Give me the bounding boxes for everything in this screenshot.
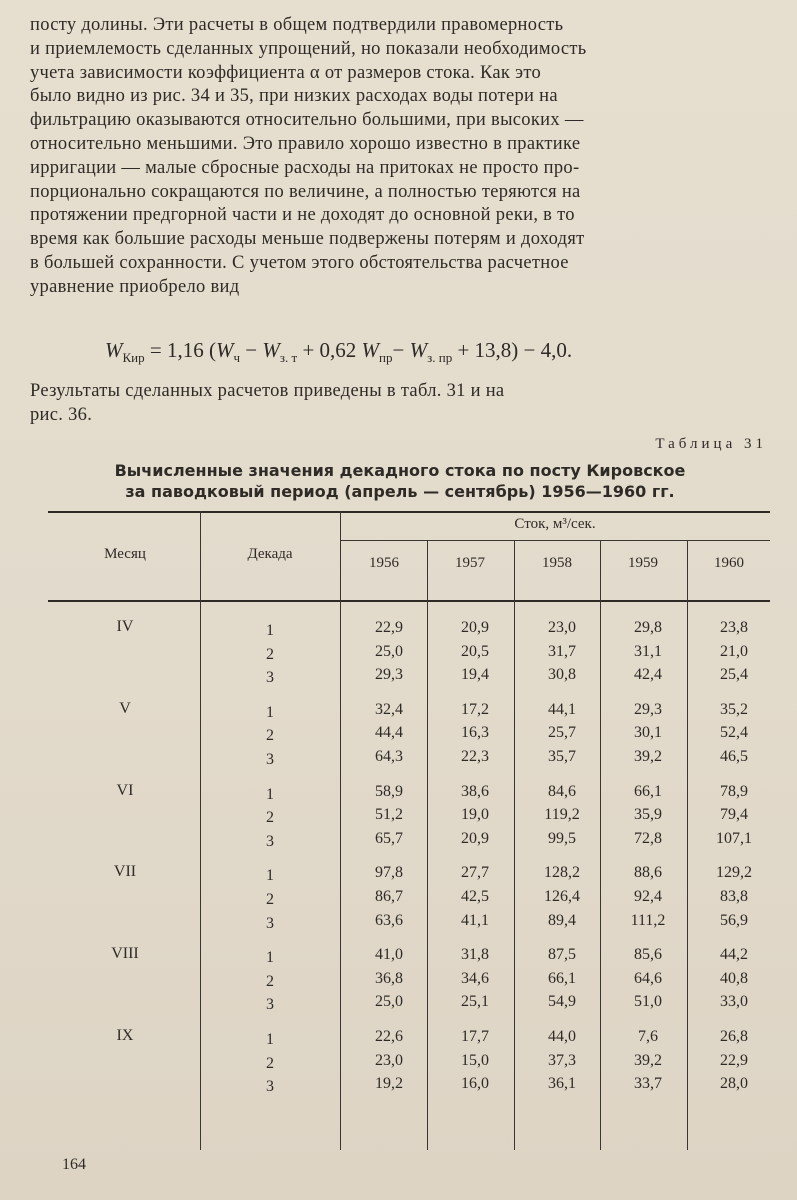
table-cell-value: 51,2 (375, 806, 403, 824)
text-line: посту долины. Эти расчеты в общем подтвердили правомерность (30, 15, 564, 35)
table-cell-value: 39,2 (634, 1051, 662, 1069)
table-cell-value: 29,3 (375, 666, 403, 684)
table-cell-value: 20,9 (461, 619, 489, 636)
table-cell-value: 38,6 (461, 782, 489, 800)
text-line: относительно меньшими. Это правило хорошо известно в практике (30, 133, 581, 154)
table-cell-value: 36,1 (548, 1075, 576, 1093)
month-label: IV (116, 618, 134, 635)
table-cell-value: 65,7 (375, 829, 403, 847)
table-cell-value: 79,4 (720, 806, 748, 824)
table-cell-value: 40,8 (720, 969, 748, 987)
table-cell-value: 22,9 (375, 619, 403, 636)
table-cell-value: 97,8 (375, 864, 403, 882)
decade-label: 3 (266, 1078, 274, 1096)
month-label: VII (113, 863, 137, 881)
table-cell-value: 88,6 (634, 864, 662, 882)
table-cell-value: 87,5 (548, 946, 576, 964)
table-column-divider (687, 540, 688, 1150)
table-cell-value: 22,3 (461, 748, 489, 765)
table-cell-value: 126,4 (544, 888, 580, 905)
table-cell-value: 54,9 (548, 993, 576, 1011)
text-line: было видно из рис. 34 и 35, при низких расходах воды потери на (30, 86, 558, 107)
decade-label: 1 (266, 785, 274, 803)
decade-label: 1 (266, 949, 274, 967)
table-cell-value: 27,7 (461, 864, 489, 882)
column-header-year: 1956 (369, 555, 399, 571)
table-cell-value: 33,7 (634, 1075, 662, 1093)
table-cell-value: 58,9 (375, 782, 403, 800)
table-cell-value: 46,5 (720, 748, 748, 765)
table-cell-value: 25,4 (720, 666, 748, 684)
column-header-flow: Сток, м³/сек. (514, 516, 596, 532)
text-line: протяжении предгорной части и не доходят до основной реки, в то (30, 205, 575, 226)
table-cell-value: 119,2 (544, 806, 580, 824)
table-cell-value: 25,0 (375, 642, 403, 660)
table-cell-value: 37,3 (548, 1051, 576, 1069)
table-cell-value: 20,9 (461, 829, 489, 847)
body-paragraph-1 (30, 14, 770, 300)
table-cell-value: 7,6 (638, 1028, 658, 1045)
table-cell-value: 35,2 (720, 700, 748, 718)
decade-label: 2 (266, 972, 274, 990)
page-number: 164 (62, 1156, 86, 1173)
table-cell-value: 44,4 (375, 724, 403, 742)
table-title-line: за паводковый период (апрель — сентябрь) 1956—1960 гг. (125, 482, 675, 501)
table-cell-value: 66,1 (634, 782, 662, 800)
table-cell-value: 26,8 (720, 1028, 748, 1045)
decade-label: 3 (266, 669, 274, 687)
decade-label: 2 (266, 1054, 274, 1072)
column-header-month: Месяц (104, 546, 146, 562)
table-cell-value: 63,6 (375, 911, 403, 929)
table-cell-value: 92,4 (634, 888, 662, 905)
table-column-divider (200, 511, 201, 1150)
header-subrule (340, 540, 770, 541)
table-cell-value: 52,4 (720, 724, 748, 742)
table-cell-value: 15,0 (461, 1051, 489, 1069)
table-cell-value: 23,0 (548, 619, 576, 636)
table-column-divider (340, 511, 341, 1150)
text-line: и приемлемость сделанных упрощений, но показали необходимость (30, 38, 587, 59)
text-line: учета зависимости коэффициента α от размеров стока. Как это (30, 62, 542, 83)
month-label: VI (116, 781, 134, 799)
decade-label: 2 (266, 645, 274, 663)
table-cell-value: 78,9 (720, 782, 748, 800)
table-cell-value: 19,2 (375, 1075, 403, 1093)
table-cell-value: 23,0 (375, 1051, 403, 1069)
table-cell-value: 31,7 (548, 642, 576, 660)
table-cell-value: 25,1 (461, 993, 489, 1011)
table-cell-value: 19,4 (461, 666, 489, 684)
table-cell-value: 17,2 (461, 700, 489, 718)
table-cell-value: 107,1 (716, 829, 752, 847)
table-cell-value: 64,3 (375, 748, 403, 765)
column-header-year: 1958 (542, 555, 572, 571)
decade-label: 1 (266, 867, 274, 885)
table-cell-value: 56,9 (720, 911, 748, 929)
text-line: уравнение приобрело вид (30, 276, 240, 297)
table-cell-value: 33,0 (720, 993, 748, 1011)
table-cell-value: 19,0 (461, 806, 489, 824)
table-cell-value: 51,0 (634, 993, 662, 1011)
column-header-decade: Декада (247, 546, 293, 562)
table-cell-value: 41,0 (375, 946, 403, 964)
decade-label: 2 (266, 891, 274, 908)
table-title (40, 460, 760, 502)
table-cell-value: 85,6 (634, 946, 662, 964)
table-cell-value: 128,2 (544, 864, 580, 882)
table-cell-value: 35,9 (634, 806, 662, 824)
table-cell-value: 22,6 (375, 1028, 403, 1045)
table-cell-value: 28,0 (720, 1075, 748, 1093)
table-cell-value: 111,2 (630, 911, 666, 929)
decade-label: 1 (266, 622, 274, 639)
table-column-divider (600, 540, 601, 1150)
table-cell-value: 36,8 (375, 969, 403, 987)
table-cell-value: 41,1 (461, 911, 489, 929)
table-cell-value: 72,8 (634, 829, 662, 847)
table-cell-value: 32,4 (375, 700, 403, 718)
table-cell-value: 22,9 (720, 1051, 748, 1069)
decade-label: 1 (266, 1031, 274, 1048)
text-line: рис. 36. (30, 404, 93, 425)
table-cell-value: 16,0 (461, 1075, 489, 1093)
table-cell-value: 16,3 (461, 724, 489, 742)
month-label: VIII (111, 945, 139, 963)
month-label: IX (116, 1027, 134, 1044)
decade-label: 3 (266, 996, 274, 1014)
table-cell-value: 25,7 (548, 724, 576, 742)
decade-label: 3 (266, 832, 274, 850)
table-cell-value: 83,8 (720, 888, 748, 905)
runoff-equation: $W_{Кир} = 1,16$ ($W_ч - W_{з. т} + 0,62$ $W_{пр}- W_{з. пр} + 13,8) - 4,0$. (105, 338, 573, 365)
text-line: время как большие расходы меньше подвержены потерям и доходят (30, 229, 585, 250)
table-cell-value: 25,0 (375, 993, 403, 1011)
table-cell-value: 44,0 (548, 1028, 576, 1045)
table-cell-value: 44,2 (720, 946, 748, 964)
table-cell-value: 31,8 (461, 946, 489, 964)
table-cell-value: 129,2 (716, 864, 752, 882)
body-paragraph-2 (30, 380, 770, 428)
decade-label: 2 (266, 809, 274, 827)
table-column-divider (427, 540, 428, 1150)
decade-label: 2 (266, 727, 274, 745)
table-cell-value: 42,4 (634, 666, 662, 684)
text-line: ирригации — малые сбросные расходы на притоках не просто про- (30, 157, 580, 178)
table-label: Таблица 31 (655, 436, 767, 452)
table-cell-value: 64,6 (634, 969, 662, 987)
table-cell-value: 84,6 (548, 782, 576, 800)
table-cell-value: 30,8 (548, 666, 576, 684)
table-rule (48, 511, 770, 513)
table-cell-value: 21,0 (720, 642, 748, 660)
table-cell-value: 35,7 (548, 748, 576, 765)
decade-label: 3 (266, 751, 274, 768)
table-cell-value: 30,1 (634, 724, 662, 742)
text-line: в большей сохранности. С учетом этого обстоятельства расчетное (30, 252, 569, 273)
table-cell-value: 34,6 (461, 969, 489, 987)
table-cell-value: 44,1 (548, 700, 576, 718)
table-cell-value: 31,1 (634, 642, 662, 660)
table-cell-value: 66,1 (548, 969, 576, 987)
table-cell-value: 86,7 (375, 888, 403, 905)
table-cell-value: 89,4 (548, 911, 576, 929)
month-label: V (119, 699, 131, 717)
table-column-divider (514, 540, 515, 1150)
table-cell-value: 29,8 (634, 619, 662, 636)
column-header-year: 1959 (628, 555, 658, 571)
table-cell-value: 39,2 (634, 748, 662, 765)
table-title-line: Вычисленные значения декадного стока по посту Кировское (114, 461, 686, 480)
text-line: фильтрацию оказываются относительно большими, при высоких — (30, 110, 584, 131)
decade-label: 1 (266, 703, 274, 721)
table-cell-value: 42,5 (461, 888, 489, 905)
table-cell-value: 23,8 (720, 619, 748, 636)
column-header-year: 1960 (714, 555, 744, 571)
text-line: порционально сокращаются по величине, а полностью теряются на (30, 181, 581, 202)
table-cell-value: 29,3 (634, 700, 662, 718)
table-cell-value: 20,5 (461, 642, 489, 660)
table-cell-value: 99,5 (548, 829, 576, 847)
table-rule (48, 600, 770, 602)
text-line: Результаты сделанных расчетов приведены в табл. 31 и на (30, 381, 505, 401)
decade-label: 3 (266, 914, 274, 932)
column-header-year: 1957 (455, 555, 485, 571)
table-cell-value: 17,7 (461, 1028, 489, 1045)
